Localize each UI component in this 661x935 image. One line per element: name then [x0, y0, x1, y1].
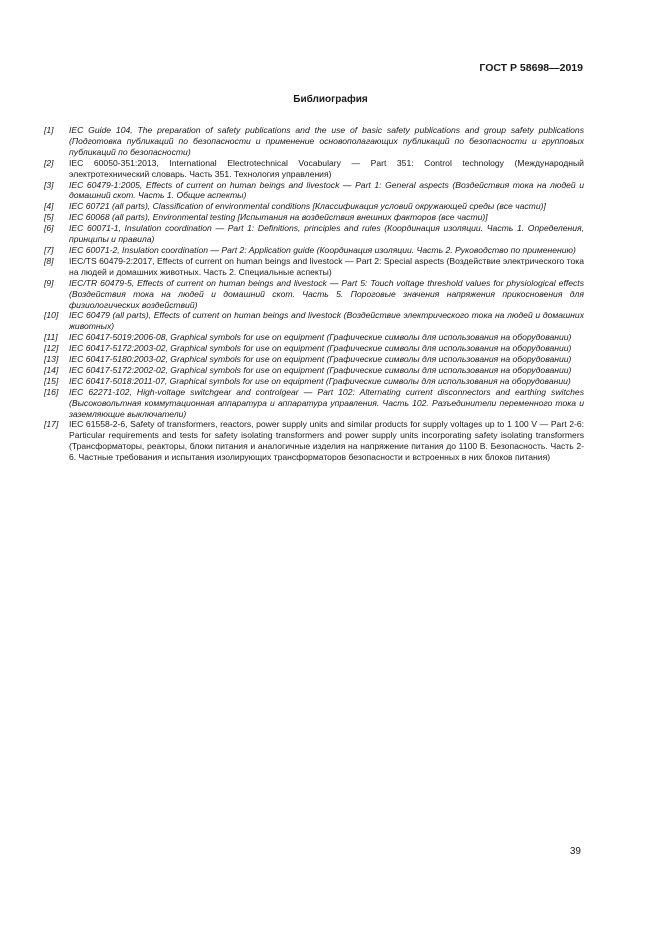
reference-number: [7]	[44, 244, 54, 255]
reference-number: [11]	[44, 332, 58, 343]
reference-text: IEC Guide 104, The preparation of safety publications and the use of basic safety publications and group safety publications (Подготовка публикаций по безопасности и применение основополагающих публикаций по безопасности и групповых публикаций по безопасности)	[69, 125, 584, 157]
bibliography-entry	[44, 125, 584, 158]
reference-text: IEC 62271-102, High-voltage switchgear and controlgear — Part 102: Alternating current disconnectors and earthing switches (Высоковольтная коммутационная аппаратура и аппаратура управления. Часть 102. Разъединители переменного тока и заземляющие выключатели)	[69, 386, 584, 419]
reference-number: [1]	[44, 125, 54, 135]
reference-text: IEC/TR 60479-5, Effects of current on human beings and livestock — Part 5: Touch voltage threshold values for physiological effects (Воздействия тока на людей и домашний скот. Часть 5. Пороговые значения напряжения прикосновения для физиологических воздействий)	[69, 277, 584, 310]
bibliography-entry	[44, 354, 584, 365]
reference-text: IEC 60417-5180:2003-02, Graphical symbols for use on equipment (Графические символы для использования на оборудовании)	[69, 354, 572, 365]
bibliography-entry	[44, 212, 584, 223]
reference-number: [10]	[44, 310, 59, 321]
reference-number: [3]	[44, 179, 54, 190]
reference-text: IEC 60417-5172:2002-02, Graphical symbols for use on equipment (Графические символы для использования на оборудовании)	[69, 364, 572, 375]
reference-text: IEC 60721 (all parts), Classification of environmental conditions [Классификация условий окружающей среды (все части)]	[69, 201, 546, 212]
bibliography-entry	[44, 365, 584, 376]
reference-number: [17]	[44, 419, 59, 430]
bibliography-entry	[44, 245, 584, 256]
reference-text: IEC/TS 60479-2:2017, Effects of current on human beings and livestock — Part 2: Special aspects (Воздействие электрического тока на людей и домашних животных. Часть 2. Специальные аспекты)	[69, 255, 584, 277]
bibliography-entry	[44, 310, 584, 332]
reference-number: [14]	[44, 364, 59, 375]
reference-number: [9]	[44, 277, 54, 288]
reference-text: IEC 60417-5019:2006-08, Graphical symbols for use on equipment (Графические символы для использования на оборудовании)	[69, 332, 572, 343]
reference-text: IEC 60071-1, Insulation coordination — Part 1: Definitions, principles and rules (Координация изоляции. Часть 1. Определения, принципы и правила)	[69, 223, 584, 245]
reference-text: IEC 60071-2, Insulation coordination — Part 2: Application guide (Координация изоляции. Часть 2. Руководство по применению)	[69, 244, 576, 255]
bibliography-entry	[44, 343, 584, 354]
reference-number: [16]	[44, 386, 59, 397]
bibliography-entry	[44, 201, 584, 212]
bibliography-entry	[44, 223, 584, 245]
bibliography-entry	[44, 278, 584, 311]
bibliography-list	[44, 125, 584, 463]
reference-number: [13]	[44, 354, 59, 365]
reference-text: IEC 61558-2-6, Safety of transformers, reactors, power supply units and similar products for supply voltages up to 1 100 V — Part 2-6: Particular requirements and tests for safety isolating transformers and power supply units incorporating safety isolating transformers (Трансформаторы, реакторы, блоки питания и аналогичные изделия на напряжение питания до 1100 В. Безопасность. Часть 2-6. Частные требования и испытания изолирующих трансформаторов безопасности и встроенных в них блоков питания)	[69, 419, 584, 463]
bibliography-entry	[44, 376, 584, 387]
bibliography-entry	[44, 256, 584, 278]
reference-number: [12]	[44, 343, 59, 354]
reference-number: [6]	[44, 223, 54, 234]
reference-number: [2]	[44, 157, 54, 168]
document-code: ГОСТ Р 58698—2019	[479, 62, 583, 74]
bibliography-entry	[44, 332, 584, 343]
reference-text: IEC 60417-5172:2003-02, Graphical symbols for use on equipment (Графические символы для использования на оборудовании)	[69, 343, 572, 354]
reference-number: [4]	[44, 201, 54, 212]
reference-text: IEC 60479-1:2005, Effects of current on human beings and livestock — Part 1: General aspects (Воздействия тока на людей и домашний скот. Часть 1. Общие аспекты)	[69, 179, 584, 201]
bibliography-entry	[44, 158, 584, 180]
bibliography-entry	[44, 419, 584, 463]
reference-text: IEC 60417-5018:2011-07, Graphical symbols for use on equipment (Графические символы для использования на оборудовании)	[69, 375, 571, 386]
reference-text: IEC 60050-351:2013, International Electrotechnical Vocabulary — Part 351: Control technology (Международный электротехнический словарь. Часть 351. Технология управления)	[69, 157, 584, 179]
bibliography-entry	[44, 387, 584, 420]
bibliography-entry	[44, 180, 584, 202]
page-number: 39	[569, 846, 581, 857]
reference-text: IEC 60068 (all parts), Environmental testing [Испытания на воздействия внешних факторов (все части)]	[69, 212, 488, 223]
reference-number: [5]	[44, 212, 54, 223]
section-title: Библиография	[293, 94, 368, 105]
reference-number: [15]	[44, 375, 59, 386]
reference-number: [8]	[44, 255, 54, 266]
reference-text: IEC 60479 (all parts), Effects of current on human beings and livestock (Воздействие электрического тока на людей и домашних животных)	[69, 310, 584, 332]
